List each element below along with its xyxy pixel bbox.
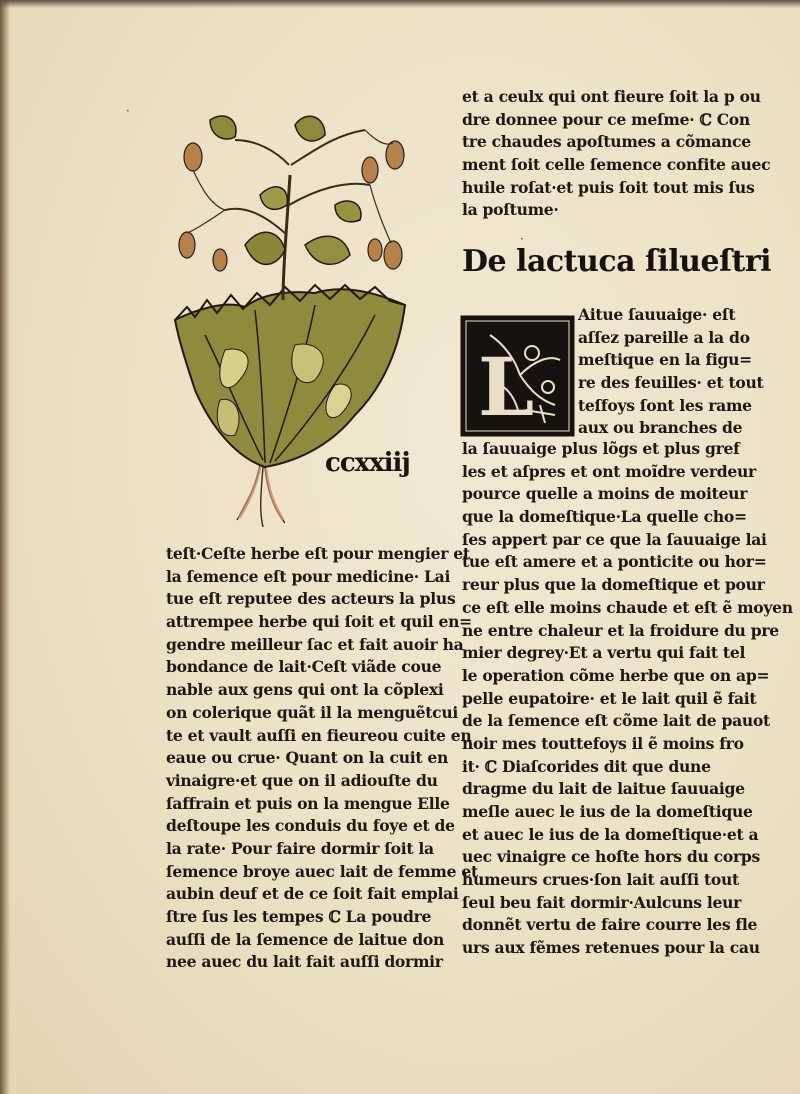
text-line: Aitue ſauuaige· eſt [578, 305, 736, 324]
text-line: ſtre ſus les tempes ℂ La poudre [166, 907, 432, 926]
text-line: eaue ou crue· Quant on la cuit en [166, 748, 449, 768]
text-line: meſle auec le ius de la domeſtique [462, 802, 753, 821]
text-line: tre chaudes apoſtumes a cõmance [462, 132, 751, 152]
plate-number: ccxxiij [325, 448, 410, 478]
text-line: dre donnee pour ce meſme· ℂ Con [462, 109, 750, 129]
text-line: tue eſt reputee des acteurs la plus [166, 589, 456, 609]
text-line: gendre meilleur ſac et fait auoir ha [166, 634, 464, 654]
text-line: le operation cõme herbe que on ap= [462, 665, 770, 685]
text-line: et a ceulx qui ont fieure ſoit la p ou [462, 87, 761, 106]
text-line: deſtoupe les conduis du foye et de [166, 816, 455, 836]
text-line: vinaigre·et que on il adiouſte du [166, 770, 438, 790]
margin-mark: · [520, 232, 524, 246]
text-line: noir mes touttefoys il ẽ moins fro [462, 733, 744, 753]
decorated-initial-icon [460, 315, 575, 437]
text-line: on colerique quãt il la menguẽtcui [166, 702, 459, 722]
initial-letter-glyph: L [478, 340, 535, 434]
text-line: tue eſt amere et a ponticite ou hor= [462, 552, 767, 572]
text-line: teſt·Ceſte herbe eſt pour mengier et [166, 544, 470, 563]
text-line: les et aſpres et ont moĩdre verdeur [462, 461, 756, 481]
text-line: uec vinaigre ce hoſte hors du corps [462, 847, 760, 867]
text-line: la rate· Pour faire dormir ſoit la [166, 838, 434, 858]
text-line: que la domeſtique·La quelle cho= [462, 507, 747, 527]
text-line: aubin deuf et de ce ſoit fait emplai [166, 884, 459, 904]
left-column-text [166, 543, 478, 974]
text-line: ſemence broye auec lait de femme et [166, 861, 478, 881]
text-line: teſfoys ſont les rame [578, 395, 752, 415]
chapter-heading: De lactuca ſilueſtri [462, 244, 772, 279]
text-line: dragme du lait de laitue ſauuaige [462, 779, 745, 799]
text-line: attrempee herbe qui ſoit et quil en= [166, 612, 472, 632]
text-line: ſaffrain et puis on la mengue Elle [166, 793, 450, 813]
text-line: pource quelle a moins de moiteur [462, 484, 748, 504]
text-line: re des feuilles· et tout [578, 373, 764, 393]
text-line: ſes appert par ce que la ſauuaige lai [462, 529, 767, 549]
initial-side-text [578, 304, 764, 440]
text-line: aux ou branches de [578, 418, 743, 438]
margin-mark: · [126, 104, 130, 118]
text-line: huile roſat·et puis ſoit tout mis ſus [462, 177, 755, 197]
text-line: te et vault auſſi en fieureou cuite en [166, 725, 472, 745]
text-line: la ſauuaige plus lõgs et plus gref [462, 439, 740, 458]
text-line: la ſemence eſt pour medicine· Lai [166, 566, 451, 586]
text-line: la poſtume· [462, 200, 559, 220]
text-line: humeurs crues·ſon lait auſſi tout [462, 870, 739, 890]
text-line: nee auec du lait fait auſſi dormir [166, 952, 443, 972]
text-line: bondance de lait·Ceſt viãde coue [166, 657, 442, 677]
text-line: it· ℂ Diaſcorides dit que dune [462, 756, 711, 776]
text-line: ne entre chaleur et la froidure du pre [462, 620, 779, 640]
text-line: meſtique en la figu= [578, 350, 752, 370]
text-line: ment ſoit celle ſemence confite auec [462, 155, 771, 175]
text-line: ce eſt elle moins chaude et eſt ẽ moyen [462, 597, 793, 617]
right-column-text [462, 438, 793, 960]
text-line: de la ſemence eſt cõme lait de pauot [462, 711, 770, 731]
text-line: reur plus que la domeſtique et pour [462, 575, 765, 595]
text-line: mier degrey·Et a vertu qui fait tel [462, 643, 746, 663]
text-line: auſſi de la ſemence de laitue don [166, 929, 444, 949]
right-column-continuation [462, 86, 771, 222]
text-line: pelle eupatoire· et le lait quil ẽ fait [462, 688, 757, 708]
page-top-edge [0, 0, 800, 8]
text-line: et auec le ius de la domeſtique·et a [462, 824, 759, 844]
text-line: urs aux fẽmes retenues pour la cau [462, 938, 760, 958]
text-line: ſeul beu fait dormir·Aulcuns leur [462, 892, 742, 912]
text-line: aſſez pareille a la do [578, 327, 750, 347]
text-line: donnẽt vertu de faire courre les fle [462, 915, 758, 935]
text-line: nable aux gens qui ont la cõplexi [166, 680, 444, 700]
page-gutter [0, 0, 10, 1094]
